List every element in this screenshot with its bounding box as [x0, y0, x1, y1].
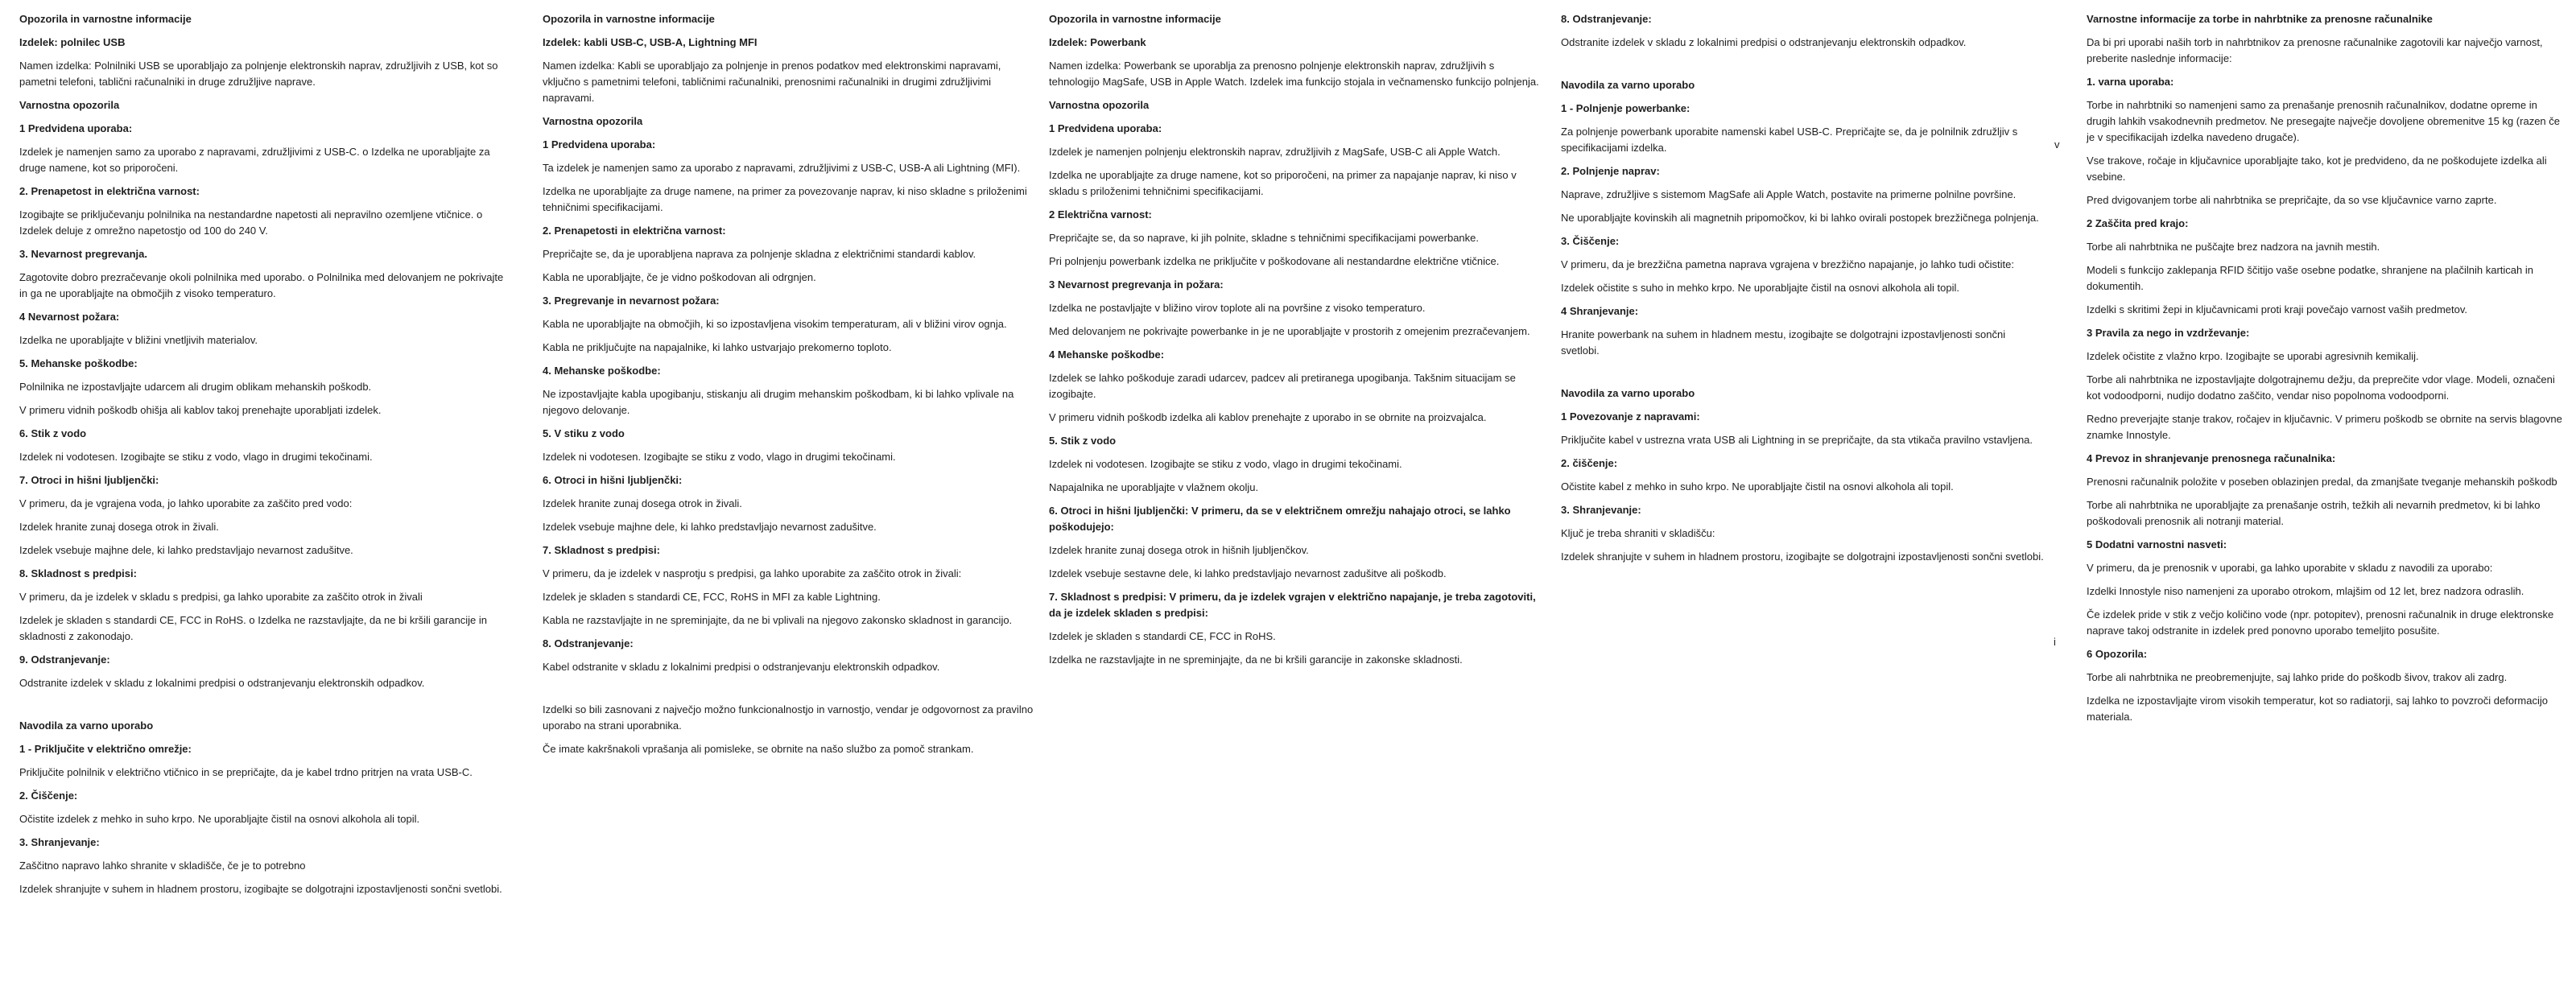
paragraph: Zagotovite dobro prezračevanje okoli polnilnika med uporabo. o Polnilnika med delovanjem ne pokrivajte in ga ne uporabljajte na območjih z visoko temperaturo.: [19, 271, 504, 299]
section-heading: Navodila za varno uporabo: [1561, 79, 1695, 91]
paragraph: Namen izdelka: Polnilniki USB se uporabljajo za polnjenje elektronskih naprav, združljivih z USB, kot so pametni telefoni, tablični računalniki in druge združljive naprave.: [19, 60, 498, 88]
paragraph: Izdelek očistite s suho in mehko krpo. Ne uporabljajte čistil na osnovi alkohola ali topil.: [1561, 282, 1959, 294]
paragraph: Prenosni računalnik položite v poseben oblazinjen predal, da zmanjšate tveganje mehanskih poškodb: [2087, 476, 2557, 488]
paragraph: Polnilnika ne izpostavljajte udarcem ali drugim oblikam mehanskih poškodb.: [19, 381, 372, 393]
section-heading: Izdelek: polnilec USB: [19, 36, 126, 48]
paragraph: Priključite polnilnik v električno vtičnico in se prepričajte, da je kabel trdno pritrjen na vrata USB-C.: [19, 766, 473, 778]
paragraph: Ta izdelek je namenjen samo za uporabo z napravami, združljivimi z USB-C, USB-A ali Lightning (MFI).: [543, 162, 1021, 174]
section-heading: 1 - Priključite v električno omrežje:: [19, 743, 192, 755]
section-heading: 2. Čiščenje:: [19, 790, 78, 802]
paragraph: Izdelek vsebuje majhne dele, ki lahko predstavljajo nevarnost zadušitve.: [19, 544, 353, 556]
section-heading: 1 Predvidena uporaba:: [1049, 122, 1162, 134]
paragraph: Če imate kakršnakoli vprašanja ali pomisleke, se obrnite na našo službo za pomoč strankam.: [543, 743, 974, 755]
paragraph: Izdelek ni vodotesen. Izogibajte se stiku z vodo, vlago in drugimi tekočinami.: [19, 451, 373, 463]
paragraph: V primeru, da je vgrajena voda, jo lahko uporabite za zaščito pred vodo:: [19, 497, 353, 509]
paragraph: Torbe in nahrbtniki so namenjeni samo za prenašanje prenosnih računalnikov, dodatne opreme in drugih lahkih vsakodnevnih predmetov. Ne presegajte največje dovoljene obremenitve 15 kg (razen če je v specifikacijah izdelka navedeno drugače).: [2087, 99, 2560, 143]
section-heading: 1 - Polnjenje powerbanke:: [1561, 102, 1690, 114]
paragraph: V primeru vidnih poškodb ohišja ali kablov takoj prenehajte uporabljati izdelek.: [19, 404, 382, 416]
paragraph: Izdelek očistite z vlažno krpo. Izogibajte se uporabi agresivnih kemikalij.: [2087, 350, 2419, 362]
section-heading: 4. Mehanske poškodbe:: [543, 365, 661, 377]
section-heading: 3 Pravila za nego in vzdrževanje:: [2087, 327, 2250, 339]
section-heading: 4 Shranjevanje:: [1561, 305, 1639, 317]
paragraph: Izdelek se lahko poškoduje zaradi udarcev, padcev ali pretiranega upogibanja. Takšnim situacijam se izogibajte.: [1049, 372, 1516, 400]
paragraph: Prepričajte se, da so naprave, ki jih polnite, skladne s tehničnimi specifikacijami powerbanke.: [1049, 232, 1479, 244]
section-heading: Izdelek: kabli USB-C, USB-A, Lightning MFI: [543, 36, 758, 48]
paragraph: Izdelek je skladen s standardi CE, FCC in RoHS.: [1049, 630, 1276, 642]
paragraph: Izogibajte se priključevanju polnilnika na nestandardne napetosti ali nepravilno ozemljene vtičnice. o Izdelek deluje z omrežno napetostjo od 100 do 240 V.: [19, 208, 483, 237]
paragraph: Pri polnjenju powerbank izdelka ne priključite v poškodovane ali nestandardne električne vtičnice.: [1049, 255, 1500, 267]
paragraph: Torbe ali nahrbtnika ne puščajte brez nadzora na javnih mestih.: [2087, 241, 2380, 253]
paragraph: Pred dvigovanjem torbe ali nahrbtnika se prepričajte, da so vse ključavnice varno zaprte.: [2087, 194, 2497, 206]
section-heading: 5 Dodatni varnostni nasveti:: [2087, 538, 2227, 550]
paragraph: V primeru, da je prenosnik v uporabi, ga lahko uporabite v skladu z navodili za uporabo:: [2087, 562, 2493, 574]
paragraph: Napajalnika ne uporabljajte v vlažnem okolju.: [1049, 481, 1259, 493]
paragraph: Izdelek je namenjen polnjenju elektronskih naprav, združljivih z MagSafe, USB-C ali Apple Watch.: [1049, 146, 1501, 158]
section-heading: 2 Električna varnost:: [1049, 208, 1152, 221]
section-heading: 5. V stiku z vodo: [543, 427, 625, 439]
paragraph: Izdelek je skladen s standardi CE, FCC in RoHS. o Izdelka ne razstavljajte, da ne bi kršili garancije in skladnosti z zakonodajo.: [19, 614, 487, 642]
paragraph: Izdelek vsebuje sestavne dele, ki lahko predstavljajo nevarnost zadušitve ali poškodb.: [1049, 567, 1447, 579]
column-powerbank-and-cable-usage: [1561, 11, 2044, 572]
column-powerbank-warnings: [1049, 11, 1543, 675]
paragraph: Očistite kabel z mehko in suho krpo. Ne uporabljajte čistil na osnovi alkohola ali topil.: [1561, 480, 1954, 493]
section-heading: 4 Prevoz in shranjevanje prenosnega računalnika:: [2087, 452, 2336, 464]
paragraph: Med delovanjem ne pokrivajte powerbanke in je ne uporabljajte v prostorih z omejenim prezračevanjem.: [1049, 325, 1530, 337]
paragraph: Izdelek hranite zunaj dosega otrok in živali.: [543, 497, 742, 509]
column-usb-charger-warnings: [19, 11, 512, 905]
section-heading: 7. Otroci in hišni ljubljenčki:: [19, 474, 159, 486]
paragraph: Hranite powerbank na suhem in hladnem mestu, izogibajte se dolgotrajni izpostavljenosti sončni svetlobi.: [1561, 328, 2006, 357]
section-heading: 2. Prenapetosti in električna varnost:: [543, 225, 726, 237]
section-heading: 3 Nevarnost pregrevanja in požara:: [1049, 278, 1224, 291]
section-heading: 6. Otroci in hišni ljubljenčki: V primeru, da se v električnem omrežju nahajajo otroci, se lahko poškodujejo:: [1049, 505, 1511, 533]
paragraph: Izdelka ne uporabljajte za druge namene, kot so priporočeni, na primer za napajanje naprav, ki niso v skladu s priloženimi tehničnimi specifikacijami.: [1049, 169, 1517, 197]
paragraph: Prepričajte se, da je uporabljena naprava za polnjenje skladna z električnimi standardi kablov.: [543, 248, 976, 260]
paragraph: Kabla ne razstavljajte in ne spreminjajte, da ne bi vplivali na njegovo zakonsko skladnost in garancijo.: [543, 614, 1013, 626]
section-heading: 1 Predvidena uporaba:: [543, 138, 656, 150]
section-heading: 8. Odstranjevanje:: [1561, 13, 1652, 25]
paragraph: Vse trakove, ročaje in ključavnice uporabljajte tako, kot je predvideno, da ne poškodujete izdelka ali vsebine.: [2087, 155, 2547, 183]
section-heading: Opozorila in varnostne informacije: [543, 13, 715, 25]
spacer: [19, 699, 512, 718]
paragraph: Izdelek ni vodotesen. Izogibajte se stiku z vodo, vlago in drugimi tekočinami.: [1049, 458, 1402, 470]
paragraph: Izdelek vsebuje majhne dele, ki lahko predstavljajo nevarnost zadušitve.: [543, 521, 877, 533]
paragraph: Izdelek ni vodotesen. Izogibajte se stiku z vodo, vlago in drugimi tekočinami.: [543, 451, 896, 463]
paragraph: Izdelek shranjujte v suhem in hladnem prostoru, izogibajte se dolgotrajni izpostavljenosti sončni svetlobi.: [1561, 550, 2044, 563]
paragraph: Izdelki Innostyle niso namenjeni za uporabo otrokom, mlajšim od 12 let, brez nadzora odraslih.: [2087, 585, 2524, 597]
paragraph: Ne izpostavljajte kabla upogibanju, stiskanju ali drugim mehanskim poškodbam, ki bi lahko vplivale na njegovo delovanje.: [543, 388, 1014, 416]
paragraph: Izdelka ne uporabljajte v bližini vnetljivih materialov.: [19, 334, 258, 346]
section-heading: 2 Zaščita pred krajo:: [2087, 217, 2189, 229]
section-heading: 2. Polnjenje naprav:: [1561, 165, 1660, 177]
section-heading: 1 Povezovanje z napravami:: [1561, 410, 1700, 423]
section-heading: 1. varna uporaba:: [2087, 76, 2174, 88]
section-heading: 9. Odstranjevanje:: [19, 653, 110, 666]
section-heading: Navodila za varno uporabo: [1561, 387, 1695, 399]
paragraph: Namen izdelka: Kabli se uporabljajo za polnjenje in prenos podatkov med elektronskimi napravami, vključno s pametnimi telefoni, tabličnimi računalniki, prenosnimi računalniki in drugimi združljivimi napravami.: [543, 60, 1001, 104]
section-heading: Varnostna opozorila: [543, 115, 643, 127]
section-heading: Varnostne informacije za torbe in nahrbtnike za prenosne računalnike: [2087, 13, 2433, 25]
paragraph: V primeru, da je izdelek v skladu s predpisi, ga lahko uporabite za zaščito otrok in živali: [19, 591, 423, 603]
paragraph: Izdelek je skladen s standardi CE, FCC, RoHS in MFI za kable Lightning.: [543, 591, 881, 603]
paragraph: Ključ je treba shraniti v skladišču:: [1561, 527, 1715, 539]
section-heading: Varnostna opozorila: [1049, 99, 1150, 111]
paragraph: V primeru, da je izdelek v nasprotju s predpisi, ga lahko uporabite za zaščito otrok in živali:: [543, 567, 962, 579]
section-heading: 2. Prenapetost in električna varnost:: [19, 185, 200, 197]
paragraph: Za polnjenje powerbank uporabite namenski kabel USB-C. Prepričajte se, da je polnilnik združljiv s specifikacijami izdelka.: [1561, 126, 2018, 154]
paragraph: Izdelek je namenjen samo za uporabo z napravami, združljivimi z USB-C. o Izdelka ne uporabljajte za druge namene, kot so priporočeni.: [19, 146, 490, 174]
section-heading: 3. Shranjevanje:: [1561, 504, 1641, 516]
section-heading: 2. čiščenje:: [1561, 457, 1618, 469]
paragraph: Izdelek hranite zunaj dosega otrok in hišnih ljubljenčkov.: [1049, 544, 1309, 556]
section-heading: 7. Skladnost s predpisi: V primeru, da je izdelek vgrajen v električno napajanje, je treba zagotoviti, da je izdelek skladen s predpisi:: [1049, 591, 1536, 619]
paragraph: Očistite izdelek z mehko in suho krpo. Ne uporabljajte čistil na osnovi alkohola ali topil.: [19, 813, 420, 825]
section-heading: 3. Nevarnost pregrevanja.: [19, 248, 147, 260]
paragraph: Izdelek hranite zunaj dosega otrok in živali.: [19, 521, 219, 533]
paragraph: Kabel odstranite v skladu z lokalnimi predpisi o odstranjevanju elektronskih odpadkov.: [543, 661, 940, 673]
paragraph: Izdelka ne postavljajte v bližino virov toplote ali na površine z visoko temperaturo.: [1049, 302, 1426, 314]
section-heading: 3. Shranjevanje:: [19, 836, 100, 848]
section-heading: 5. Mehanske poškodbe:: [19, 357, 138, 369]
spacer: [1561, 58, 2044, 77]
paragraph: Izdelka ne razstavljajte in ne spreminjajte, da ne bi kršili garancije in zakonske skladnosti.: [1049, 653, 1463, 666]
paragraph: Torbe ali nahrbtnika ne izpostavljajte dolgotrajnemu dežju, da preprečite vdor vlage. Modeli, označeni kot vodoodporni, nudijo dodatno zaščito, vendar niso popolnoma vodoodporni.: [2087, 373, 2555, 402]
section-heading: Opozorila in varnostne informacije: [1049, 13, 1221, 25]
section-heading: 8. Odstranjevanje:: [543, 637, 634, 649]
section-heading: 3. Pregrevanje in nevarnost požara:: [543, 295, 720, 307]
paragraph: Kabla ne priključujte na napajalnike, ki lahko ustvarjajo prekomerno toploto.: [543, 341, 892, 353]
paragraph: Naprave, združljive s sistemom MagSafe ali Apple Watch, postavite na primerne polnilne površine.: [1561, 188, 2017, 200]
section-heading: 3. Čiščenje:: [1561, 235, 1620, 247]
paragraph: Namen izdelka: Powerbank se uporablja za prenosno polnjenje elektronskih naprav, združljivih s tehnologijo MagSafe, USB in Apple Watch. Izdelek ima funkcijo stojala in večnamensko funkcijo polnjenja.: [1049, 60, 1539, 88]
stray-character: i: [2054, 636, 2056, 648]
section-heading: 1 Predvidena uporaba:: [19, 122, 133, 134]
section-heading: 4 Mehanske poškodbe:: [1049, 348, 1165, 361]
section-heading: 6 Opozorila:: [2087, 648, 2148, 660]
paragraph: V primeru, da je brezžična pametna naprava vgrajena v brezžično napajanje, jo lahko tudi očistite:: [1561, 258, 2014, 270]
spacer: [1561, 366, 2044, 385]
paragraph: Redno preverjajte stanje trakov, ročajev in ključavnic. V primeru poškodb se obrnite na servis blagovne znamke Innostyle.: [2087, 413, 2562, 441]
section-heading: 8. Skladnost s predpisi:: [19, 567, 137, 579]
paragraph: Izdelek shranjujte v suhem in hladnem prostoru, izogibajte se dolgotrajni izpostavljenosti sončni svetlobi.: [19, 883, 502, 895]
paragraph: Kabla ne uporabljajte, če je vidno poškodovan ali odrgnjen.: [543, 271, 816, 283]
section-heading: Izdelek: Powerbank: [1049, 36, 1146, 48]
paragraph: Izdelka ne izpostavljajte virom visokih temperatur, kot so radiatorji, saj lahko to povzroči deformacijo materiala.: [2087, 695, 2548, 723]
paragraph: Da bi pri uporabi naših torb in nahrbtnikov za prenosne računalnike zagotovili kar največjo varnost, preberite naslednje informacije:: [2087, 36, 2543, 64]
section-heading: 7. Skladnost s predpisi:: [543, 544, 660, 556]
column-cables-warnings: [543, 11, 1035, 765]
paragraph: Izdelka ne uporabljajte za druge namene, na primer za povezovanje naprav, ki niso skladne s priloženimi tehničnimi specifikacijami.: [543, 185, 1027, 213]
paragraph: Zaščitno napravo lahko shranite v skladišče, če je to potrebno: [19, 860, 306, 872]
section-heading: 5. Stik z vodo: [1049, 435, 1117, 447]
paragraph: Modeli s funkcijo zaklepanja RFID ščitijo vaše osebne podatke, shranjene na plačilnih karticah in dokumentih.: [2087, 264, 2533, 292]
paragraph: Torbe ali nahrbtnika ne uporabljajte za prenašanje ostrih, težkih ali nevarnih predmetov, ki bi lahko poškodovali prenosnik ali notranji material.: [2087, 499, 2541, 527]
section-heading: 4 Nevarnost požara:: [19, 311, 120, 323]
paragraph: Torbe ali nahrbtnika ne preobremenjujte, saj lahko pride do poškodb šivov, trakov ali zadrg.: [2087, 671, 2508, 683]
section-heading: 6. Otroci in hišni ljubljenčki:: [543, 474, 683, 486]
section-heading: Navodila za varno uporabo: [19, 719, 154, 732]
section-heading: Opozorila in varnostne informacije: [19, 13, 192, 25]
paragraph: Izdelki so bili zasnovani z največjo možno funkcionalnostjo in varnostjo, vendar je odgovornost za pravilno uporabo na strani uporabnika.: [543, 703, 1034, 732]
paragraph: Odstranite izdelek v skladu z lokalnimi predpisi o odstranjevanju elektronskih odpadkov.: [1561, 36, 1967, 48]
section-heading: Varnostna opozorila: [19, 99, 120, 111]
column-laptop-bags-safety: [2087, 11, 2563, 732]
paragraph: Priključite kabel v ustrezna vrata USB ali Lightning in se prepričajte, da sta vtikača pravilno vstavljena.: [1561, 434, 2033, 446]
paragraph: Izdelki s skritimi žepi in ključavnicami proti kraji povečajo varnost vaših predmetov.: [2087, 303, 2467, 315]
paragraph: Odstranite izdelek v skladu z lokalnimi predpisi o odstranjevanju elektronskih odpadkov.: [19, 677, 425, 689]
spacer: [543, 682, 1035, 702]
paragraph: Ne uporabljajte kovinskih ali magnetnih pripomočkov, ki bi lahko ovirali postopek brezžičnega polnjenja.: [1561, 212, 2039, 224]
paragraph: Kabla ne uporabljajte na območjih, ki so izpostavljena visokim temperaturam, ali v bližini virov ognja.: [543, 318, 1007, 330]
section-heading: 6. Stik z vodo: [19, 427, 87, 439]
paragraph: V primeru vidnih poškodb izdelka ali kablov prenehajte z uporabo in se obrnite na proizvajalca.: [1049, 411, 1487, 423]
paragraph: Če izdelek pride v stik z večjo količino vode (npr. potopitev), prenosni računalnik in druge elektronske naprave takoj odstranite in izdelek pred ponovno uporabo temeljito posušite.: [2087, 608, 2554, 637]
stray-character: v: [2054, 138, 2060, 150]
